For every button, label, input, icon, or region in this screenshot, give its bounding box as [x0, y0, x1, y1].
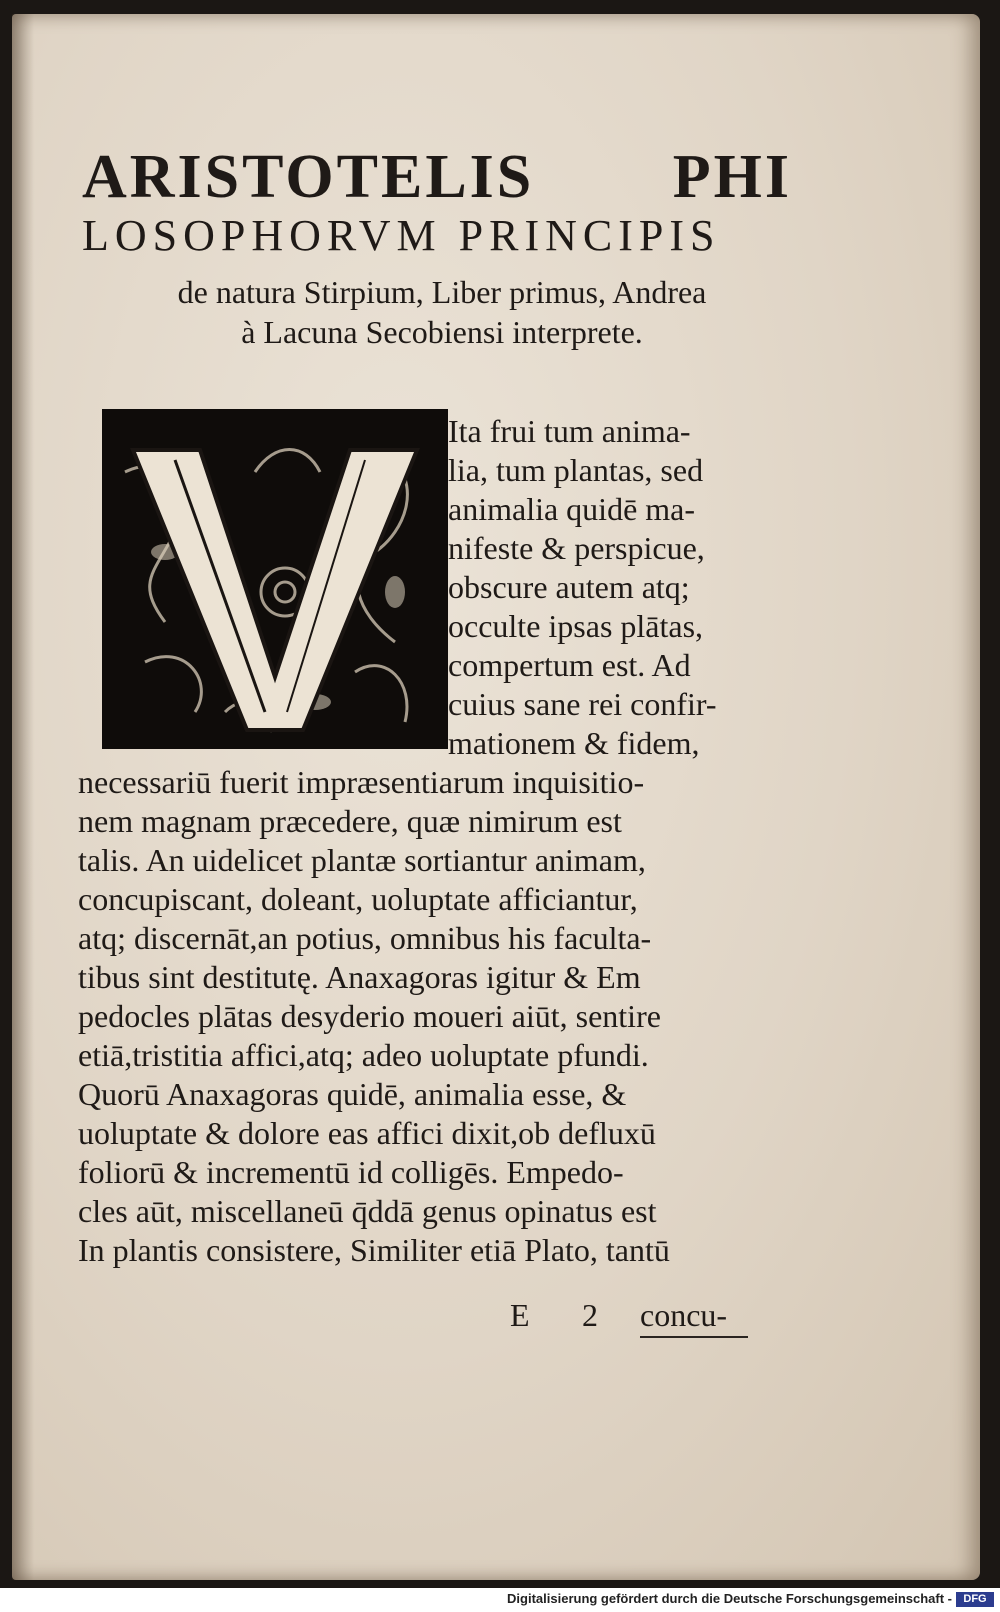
- text-line: Ita frui tum anima-: [448, 413, 691, 449]
- text-line: foliorū & incrementū id colligēs. Empedo-: [78, 1154, 624, 1190]
- digitization-footer: [0, 1588, 1000, 1612]
- title-line-3: de natura Stirpium, Liber primus, Andrea: [177, 274, 707, 310]
- title-subtitle: [92, 272, 792, 352]
- signature-mark: E: [510, 1297, 530, 1333]
- catchword-underline: [640, 1336, 748, 1338]
- text-line: tibus sint destitutę. Anaxagoras igitur & Em: [78, 959, 641, 995]
- book-page: [12, 14, 980, 1580]
- signature-number: 2: [582, 1297, 598, 1333]
- text-line: etiā,tristitia affici,atq; adeo uoluptate pfundi.: [78, 1037, 649, 1073]
- text-line: obscure autem atq;: [448, 569, 690, 605]
- title-line-2: LOSOPHORVM PRINCIPIS: [82, 211, 721, 260]
- text-line: pedocles plātas desyderio moueri aiūt, sentire: [78, 998, 661, 1034]
- text-line: In plantis consistere, Similiter etiā Plato, tantū: [78, 1232, 670, 1268]
- text-line: compertum est. Ad: [448, 647, 691, 683]
- text-line: cuius sane rei confir-: [448, 686, 717, 722]
- catchword: concu-: [640, 1297, 728, 1333]
- text-line: occulte ipsas plātas,: [448, 608, 704, 644]
- text-line: animalia quidē ma-: [448, 491, 696, 527]
- text-line: nifeste & perspicue,: [448, 530, 705, 566]
- text-line: mationem & fidem,: [448, 725, 700, 761]
- decorated-initial-letter: [102, 409, 448, 749]
- title-line-1: ARISTOTELIS PHI: [82, 143, 792, 211]
- funding-credit: Digitalisierung gefördert durch die Deutsche Forschungsgemeinschaft -: [507, 1591, 952, 1606]
- text-line: Quorū Anaxagoras quidē, animalia esse, &: [78, 1076, 627, 1112]
- dfg-logo: DFG: [956, 1592, 994, 1607]
- text-line: talis. An uidelicet plantæ sortiantur animam,: [78, 842, 646, 878]
- title-line-4: à Lacuna Secobiensi interprete.: [241, 314, 643, 350]
- text-line: uoluptate & dolore eas affici dixit,ob defluxū: [78, 1115, 656, 1151]
- text-line: necessariū fuerit impræsentiarum inquisitio-: [78, 764, 645, 800]
- text-line: lia, tum plantas, sed: [448, 452, 704, 488]
- text-line: concupiscant, doleant, uoluptate afficiantur,: [78, 881, 638, 917]
- woodcut-initial-v: [105, 412, 445, 746]
- text-line: atq; discernāt,an potius, omnibus his faculta-: [78, 920, 652, 956]
- text-line: nem magnam præcedere, quæ nimirum est: [78, 803, 622, 839]
- page-gutter-shadow: [12, 14, 34, 1580]
- text-line: cles aūt, miscellaneū q̄ddā genus opinatus est: [78, 1193, 657, 1229]
